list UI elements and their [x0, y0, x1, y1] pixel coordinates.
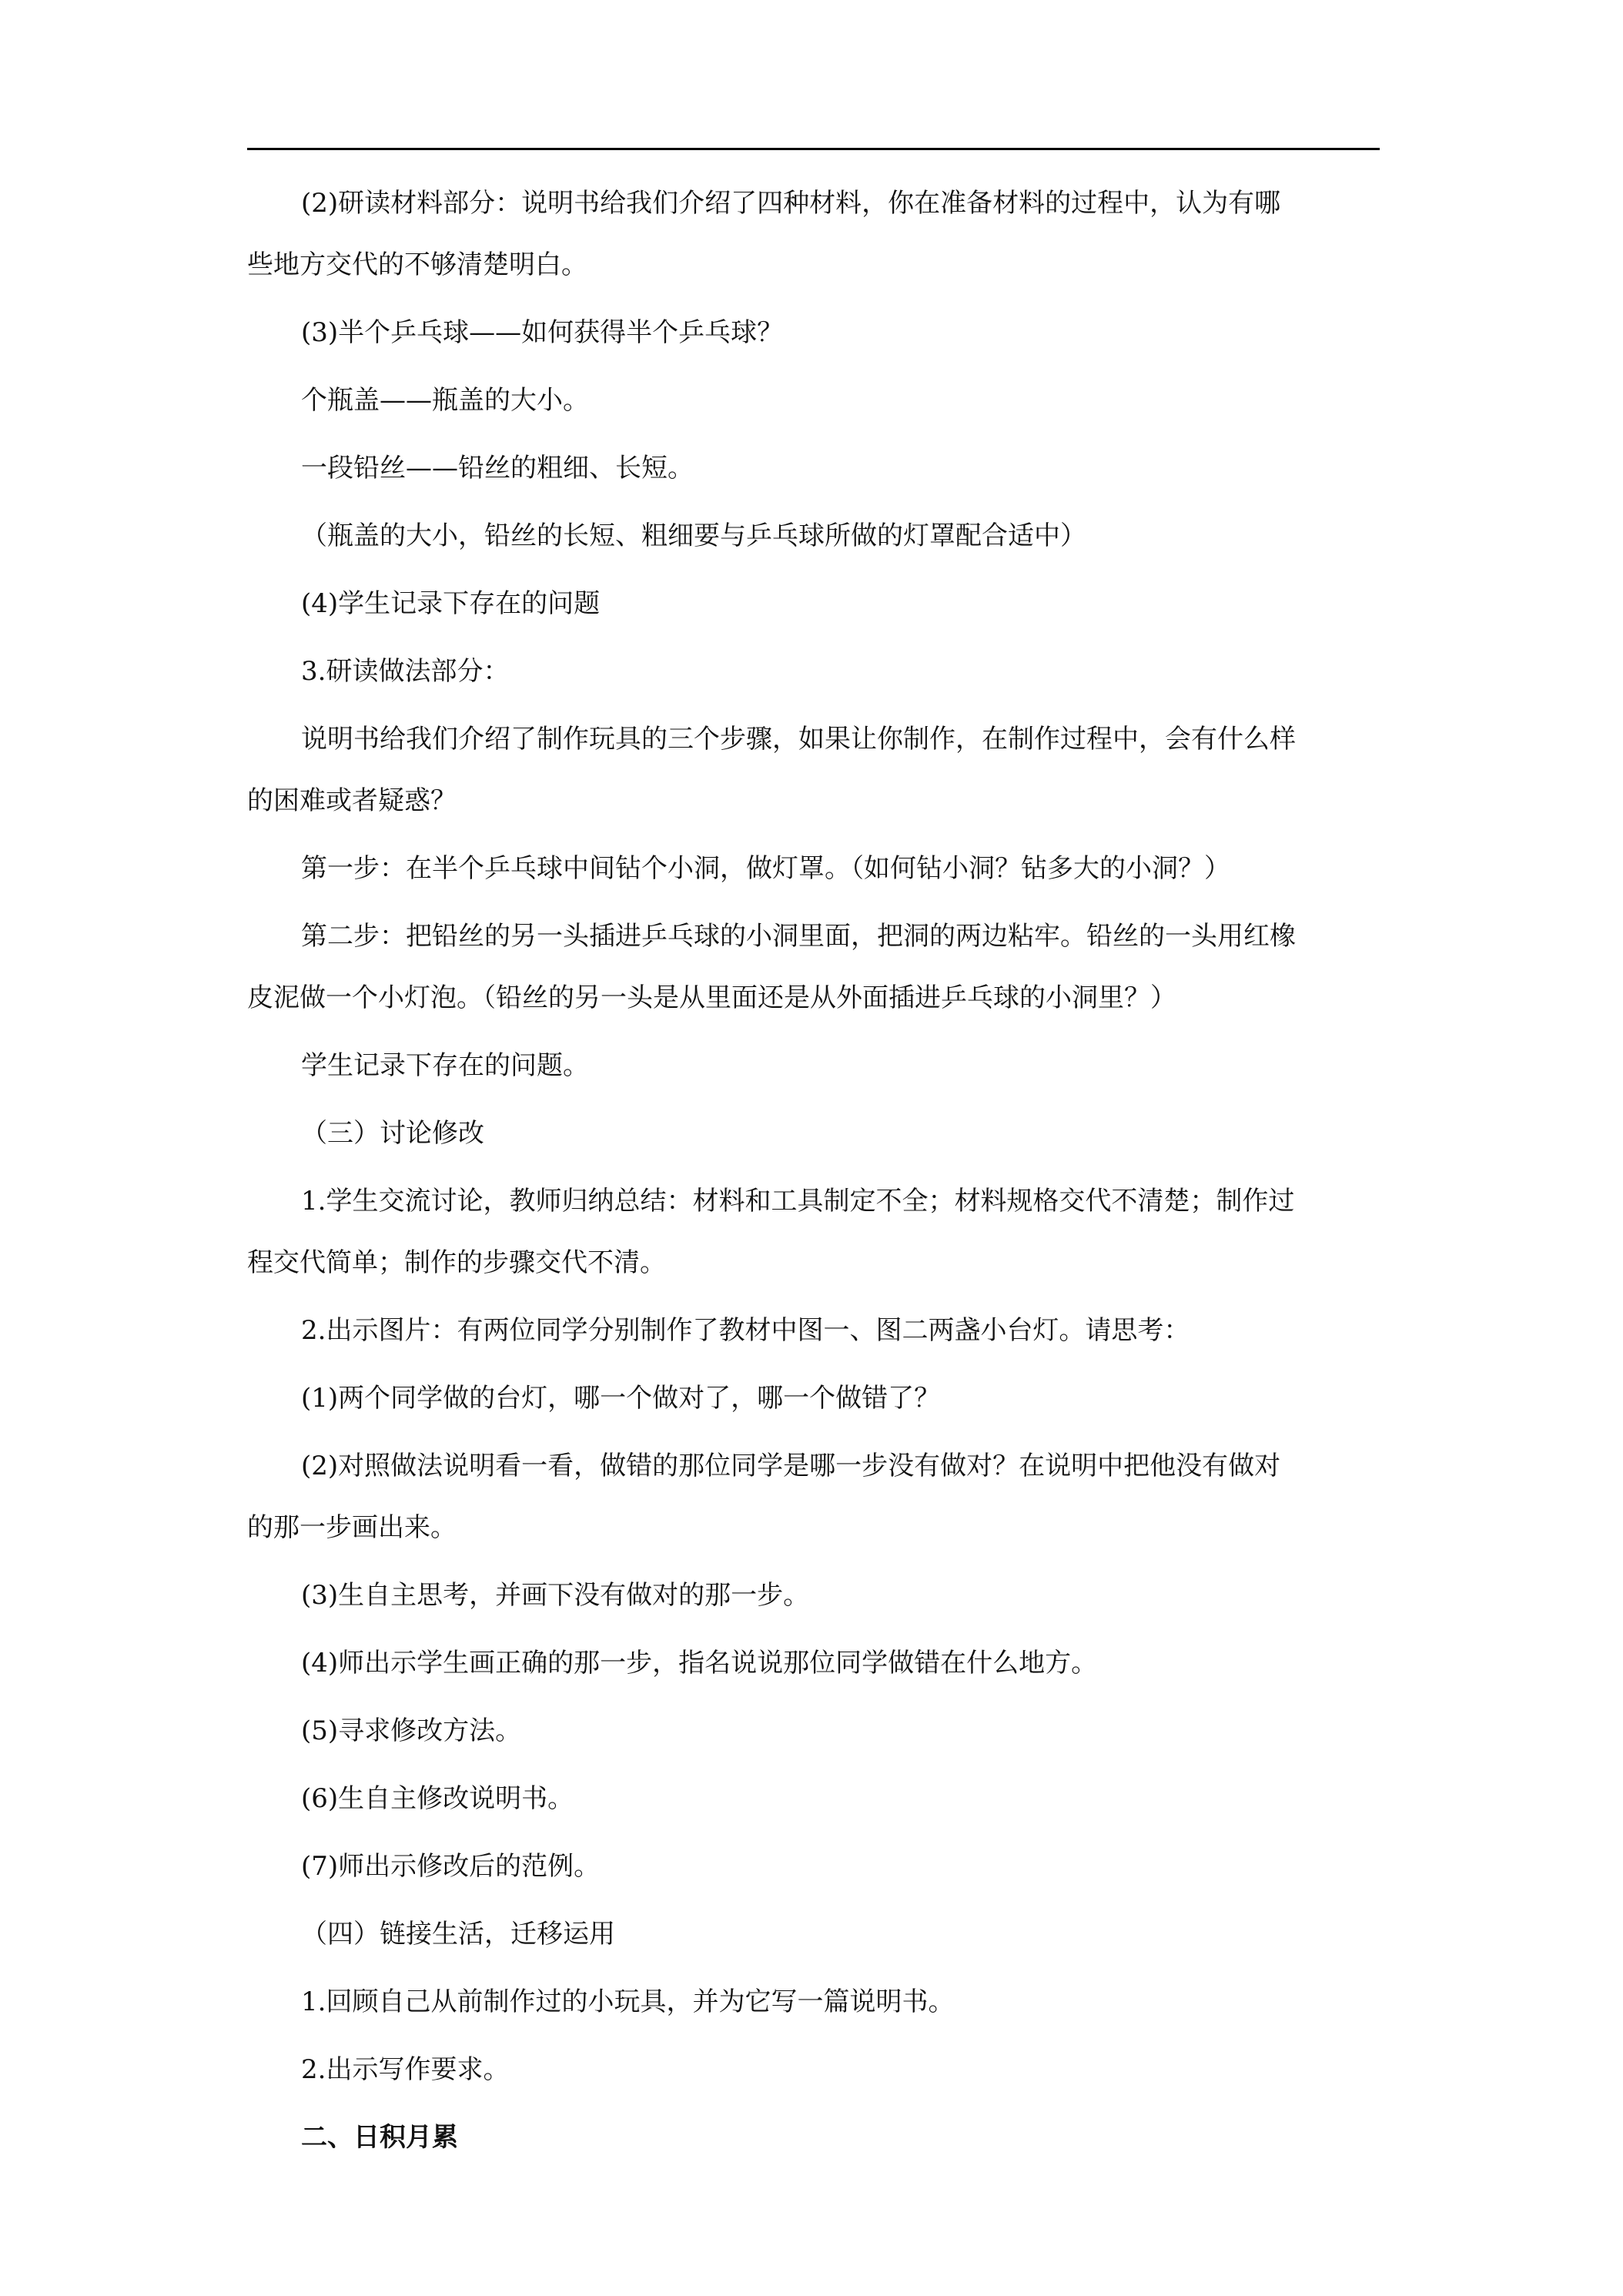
- paragraph-line: 1.学生交流讨论，教师归纳总结：材料和工具制定不全；材料规格交代不清楚；制作过: [301, 1186, 1295, 1217]
- paragraph-line: 说明书给我们介绍了制作玩具的三个步骤，如果让你制作，在制作过程中，会有什么样: [301, 724, 1296, 755]
- paragraph-line: (1)两个同学做的台灯，哪一个做对了，哪一个做错了？: [301, 1383, 941, 1414]
- paragraph-line: 2.出示写作要求。: [301, 2054, 510, 2085]
- paragraph-line: (6)生自主修改说明书。: [301, 1783, 574, 1814]
- paragraph-line: 的那一步画出来。: [247, 1512, 457, 1543]
- paragraph-line: 2.出示图片：有两位同学分别制作了教材中图一、图二两盏小台灯。请思考：: [301, 1315, 1190, 1346]
- section-heading: （三）讨论修改: [301, 1118, 484, 1149]
- paragraph-line: （瓶盖的大小，铅丝的长短、粗细要与乒乓球所做的灯罩配合适中）: [301, 520, 1086, 551]
- paragraph-line: 些地方交代的不够清楚明白。: [247, 249, 587, 280]
- paragraph-line: (4)学生记录下存在的问题: [301, 588, 601, 619]
- paragraph-line: 学生记录下存在的问题。: [301, 1050, 589, 1081]
- paragraph-line: 一段铅丝——铅丝的粗细、长短。: [301, 453, 694, 484]
- document-body: [247, 188, 1380, 2190]
- paragraph-line: 程交代简单；制作的步骤交代不清。: [247, 1247, 666, 1278]
- paragraph-line: (5)寻求修改方法。: [301, 1715, 522, 1746]
- paragraph-line: 皮泥做一个小灯泡。（铅丝的另一头是从里面还是从外面插进乒乓球的小洞里？）: [247, 982, 1176, 1013]
- paragraph-line: (3)半个乒乓球——如何获得半个乒乓球？: [301, 317, 784, 348]
- paragraph-line: (2)研读材料部分：说明书给我们介绍了四种材料，你在准备材料的过程中，认为有哪: [301, 188, 1281, 219]
- paragraph-line: (2)对照做法说明看一看，做错的那位同学是哪一步没有做对？在说明中把他没有做对: [301, 1451, 1281, 1481]
- header-rule: [247, 148, 1380, 150]
- paragraph-line: 的困难或者疑惑？: [247, 785, 457, 816]
- paragraph-line: (7)师出示修改后的范例。: [301, 1851, 601, 1882]
- section-heading: （四）链接生活，迁移运用: [301, 1919, 615, 1950]
- paragraph-line: 第二步：把铅丝的另一头插进乒乓球的小洞里面，把洞的两边粘牢。铅丝的一头用红橡: [301, 921, 1296, 952]
- paragraph-line: (3)生自主思考，并画下没有做对的那一步。: [301, 1580, 810, 1611]
- paragraph-line: 个瓶盖——瓶盖的大小。: [301, 385, 589, 416]
- paragraph-line: (4)师出示学生画正确的那一步，指名说说那位同学做错在什么地方。: [301, 1648, 1098, 1678]
- section-heading: 二、日积月累: [301, 2122, 458, 2153]
- paragraph-line: 1.回顾自己从前制作过的小玩具，并为它写一篇说明书。: [301, 1986, 955, 2017]
- paragraph-line: 3.研读做法部分：: [301, 656, 510, 687]
- paragraph-line: 第一步：在半个乒乓球中间钻个小洞，做灯罩。（如何钻小洞？钻多大的小洞？）: [301, 853, 1230, 884]
